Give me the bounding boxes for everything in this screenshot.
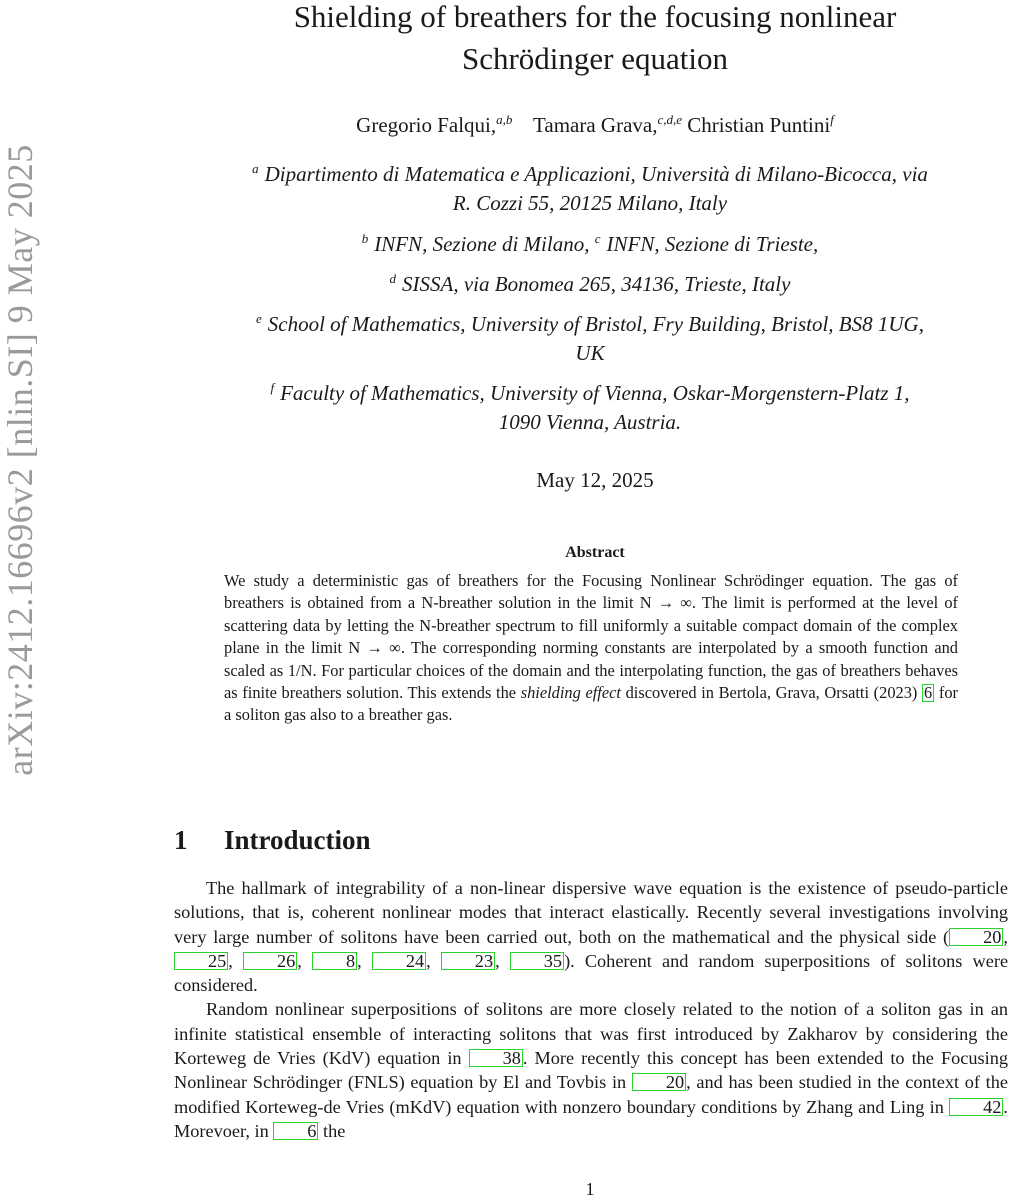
affil-text: SISSA, via Bonomea 265, 34136, Trieste, Italy — [402, 272, 791, 296]
affiliation-e — [170, 304, 1010, 368]
affil-text: School of Mathematics, University of Bristol, Fry Building, Bristol, BS8 1UG, — [267, 312, 924, 336]
citation-link[interactable]: 6 — [273, 1122, 318, 1140]
intro-text: . Morevoer, in — [174, 1096, 1008, 1141]
affil-text: INFN, Sezione di Trieste, — [606, 232, 819, 256]
intro-text: Random nonlinear superpositions of solitons are more closely related to the notion of a soliton gas in an infinite statistical ensemble of interacting solitons that was first introduced by Zakharov by considering the Korteweg de Vries (KdV) equation in — [174, 999, 1008, 1069]
separator: , — [426, 950, 441, 971]
affiliation-b-c — [170, 224, 1010, 259]
separator: , — [228, 950, 243, 971]
author-affil-mark: a,b — [496, 112, 513, 127]
affil-text: Dipartimento di Matematica e Applicazioni, Università di Milano-Bicocca, via — [264, 162, 928, 186]
intro-paragraph — [174, 997, 1008, 1143]
citation-link[interactable]: 42 — [949, 1098, 1003, 1116]
author-name: Christian Puntini — [687, 113, 831, 137]
intro-text: . More recently this concept has been extended to the Focusing Nonlinear Schrödinger (FNLS) equation by El and Tovbis in — [174, 1048, 1008, 1093]
author-affil-mark: f — [830, 112, 834, 127]
affil-mark: d — [389, 271, 397, 286]
citation-link[interactable]: 24 — [372, 952, 426, 970]
author-list — [180, 106, 1010, 139]
abstract-body — [224, 570, 958, 727]
citation-link[interactable]: 26 — [243, 952, 297, 970]
abstract-text: We study a deterministic gas of breathers for the Focusing Nonlinear Schrödinger equation. The gas of breathers is obtained from a N-breather solution in the limit N → ∞. The limit is performed at the level of scattering data by letting the N-breather spectrum to fill uniformly a suitable compact domain of the complex plane in the limit N → ∞. The corresponding norming constants are interpolated by a smooth function and scaled as 1/N. For particular choices of the domain and the interpolating function, the gas of breathers behaves as finite breathers solution. This extends the — [224, 571, 958, 703]
affil-mark: a — [252, 161, 259, 176]
author-name: Tamara Grava, — [533, 113, 658, 137]
introduction-body — [174, 876, 1008, 1143]
affil-text: R. Cozzi 55, 20125 Milano, Italy — [452, 191, 728, 215]
affil-mark: e — [256, 311, 262, 326]
affiliation-a — [170, 154, 1010, 218]
affil-mark: b — [361, 231, 369, 246]
section-heading — [174, 822, 371, 858]
citation-link[interactable]: 38 — [469, 1049, 523, 1067]
paper-title-line-1: Shielding of breathers for the focusing nonlinear — [293, 0, 897, 34]
intro-text: The hallmark of integrability of a non-linear dispersive wave equation is the existence of pseudo-particle solutions, that is, coherent nonlinear modes that interact elastically. Recently several investigations involving very large number of solitons have been carried out, both on the mathematical and the physical side ( — [174, 878, 1008, 947]
arxiv-stamp: arXiv:2412.16696v2 [nlin.SI] 9 May 2025 — [0, 144, 40, 776]
citation-link[interactable]: 20 — [632, 1073, 686, 1091]
section-number: 1 — [174, 825, 188, 855]
intro-text: the — [318, 1120, 346, 1141]
affil-text: Faculty of Mathematics, University of Vienna, Oskar-Morgenstern-Platz 1, — [280, 381, 910, 405]
abstract-emphasis: shielding effect — [520, 683, 621, 703]
separator: , — [297, 950, 312, 971]
author-affil-mark: c,d,e — [657, 112, 683, 127]
abstract-heading: Abstract — [565, 544, 625, 561]
intro-text: ). Coherent and random superpositions of solitons were considered. — [174, 950, 1009, 996]
affil-text: UK — [575, 341, 605, 365]
citation-link[interactable]: 35 — [510, 952, 564, 970]
citation-link[interactable]: 6 — [924, 683, 933, 703]
citation-link[interactable]: 20 — [949, 928, 1003, 946]
section-title: Introduction — [224, 825, 371, 855]
author-name: Gregorio Falqui, — [356, 113, 497, 137]
separator: , — [1003, 926, 1008, 947]
abstract-text: discovered in Bertola, Grava, Orsatti (2023) — [620, 683, 923, 703]
intro-text: , and has been studied in the context of the modified Korteweg-de Vries (mKdV) equation with nonzero boundary conditions by Zhang and Ling in — [174, 1072, 1008, 1117]
separator: , — [495, 950, 510, 971]
page-number: 1 — [585, 1179, 595, 1199]
abstract-text: for a soliton gas also to a breather gas. — [224, 683, 958, 725]
affiliation-f — [170, 373, 1010, 437]
intro-paragraph — [174, 876, 1008, 997]
affiliation-d — [170, 264, 1010, 299]
citation-link[interactable]: 23 — [441, 952, 495, 970]
affil-mark: f — [270, 380, 275, 395]
citation-link[interactable]: 8 — [312, 952, 357, 970]
separator: , — [357, 950, 372, 971]
paper-date: May 12, 2025 — [536, 468, 654, 492]
citation-link[interactable]: 25 — [174, 952, 228, 970]
affil-mark: c — [594, 231, 601, 246]
paper-title-line-2: Schrödinger equation — [461, 41, 728, 76]
affil-text: 1090 Vienna, Austria. — [498, 410, 682, 434]
affil-text: INFN, Sezione di Milano, — [374, 232, 590, 256]
